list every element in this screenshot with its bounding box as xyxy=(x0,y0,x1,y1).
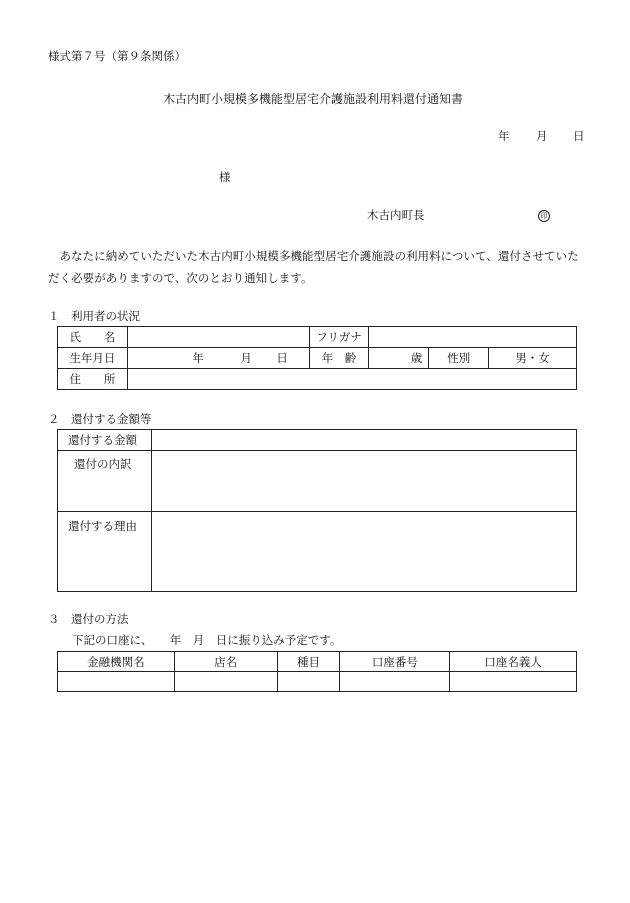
detail-label: 還付の内訳 xyxy=(58,451,152,512)
date-year: 年 xyxy=(498,129,510,143)
addressee-suffix: 様 xyxy=(219,170,231,184)
sex-field[interactable]: 男・女 xyxy=(489,348,577,369)
birthdate-label: 生年月日 xyxy=(58,348,128,369)
seal-mark: 印 xyxy=(538,209,550,222)
bank-account-table xyxy=(57,651,577,692)
age-label: 年 齢 xyxy=(309,348,369,369)
address-label: 住 所 xyxy=(58,369,128,390)
col-account-holder: 口座名義人 xyxy=(450,652,577,672)
notice-body: あなたに納めていただいた木古内町小規模多機能型居宅介護施設の利用料について、還付させていただく必要がありますので、次のとおり通知します。 xyxy=(48,249,579,285)
name-field[interactable] xyxy=(127,327,309,348)
furigana-field[interactable] xyxy=(369,327,577,348)
account-holder-field[interactable] xyxy=(450,672,577,692)
bank-name-field[interactable] xyxy=(58,672,175,692)
address-field[interactable] xyxy=(127,369,576,390)
sex-label: 性別 xyxy=(429,348,489,369)
section1-heading: １ 利用者の状況 xyxy=(48,309,140,323)
birth-year-unit: 年 xyxy=(192,351,204,365)
col-account-number: 口座番号 xyxy=(340,652,450,672)
birth-month-unit: 月 xyxy=(240,351,252,365)
birthdate-field[interactable] xyxy=(127,348,309,369)
furigana-label: フリガナ xyxy=(309,327,369,348)
reason-label: 還付する理由 xyxy=(58,512,152,592)
user-status-table xyxy=(57,326,577,390)
form-number: 様式第７号（第９条関係） xyxy=(48,49,186,63)
account-number-field[interactable] xyxy=(340,672,450,692)
name-label: 氏 名 xyxy=(58,327,128,348)
issuer-name: 木古内町長 xyxy=(367,208,425,222)
amount-label: 還付する金額 xyxy=(58,430,152,451)
account-type-field[interactable] xyxy=(277,672,340,692)
age-unit: 歳 xyxy=(410,351,423,365)
document-title: 木古内町小規模多機能型居宅介護施設利用料還付通知書 xyxy=(163,92,464,106)
refund-amount-table xyxy=(57,429,577,592)
section2-heading: ２ 還付する金額等 xyxy=(48,412,152,426)
branch-name-field[interactable] xyxy=(174,672,277,692)
birth-day-unit: 日 xyxy=(276,351,288,365)
amount-field[interactable] xyxy=(151,430,576,451)
detail-field[interactable] xyxy=(151,451,576,512)
transfer-text: 下記の口座に、 年 月 日に振り込み予定です。 xyxy=(72,633,342,647)
age-field[interactable] xyxy=(369,348,429,369)
date-month: 月 xyxy=(536,129,548,143)
section3-heading: ３ 還付の方法 xyxy=(48,612,129,626)
date-day: 日 xyxy=(573,129,585,143)
col-branch-name: 店名 xyxy=(174,652,277,672)
col-account-type: 種目 xyxy=(277,652,340,672)
reason-field[interactable] xyxy=(151,512,576,592)
col-bank-name: 金融機関名 xyxy=(58,652,175,672)
